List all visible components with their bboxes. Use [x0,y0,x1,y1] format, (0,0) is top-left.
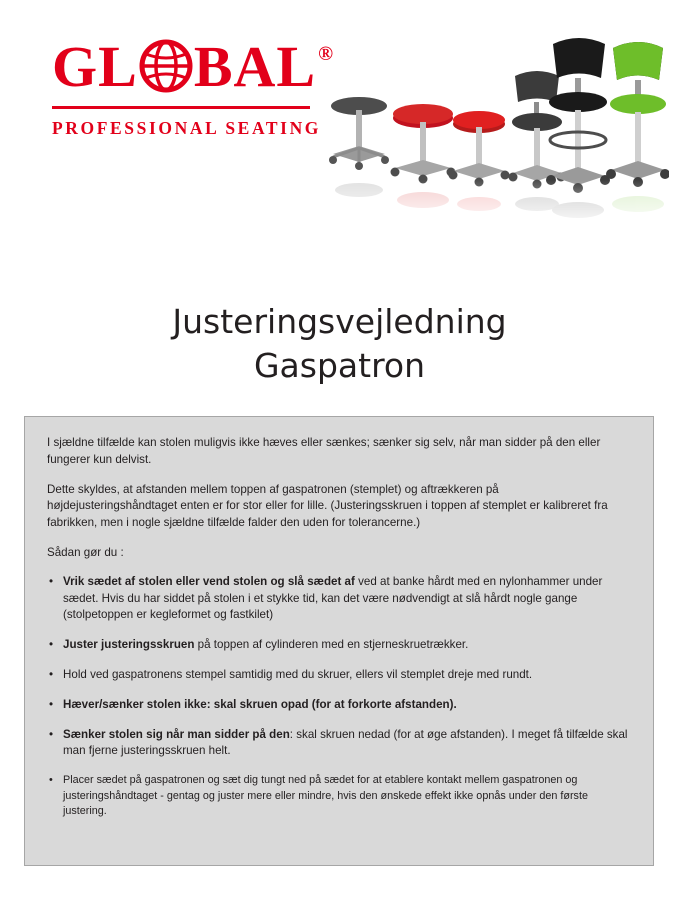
steps-list [47,574,631,820]
howto-label: Sådan gør du : [47,545,124,559]
step-text: Placer sædet på gaspatronen og sæt dig tungt ned på sædet for at etablere kontakt mellem gaspatronen og justeringshåndtaget - gentag og juster mere eller mindre, hvis den ønskede effekt ikke opnås under den første justering. [63,774,588,818]
step-text: Hold ved gaspatronens stempel samtidig med du skruer, ellers vil stemplet dreje med rundt. [63,667,533,681]
logo-wordmark [52,34,342,99]
instructions-panel [24,416,654,866]
page-header [0,0,679,245]
step-text: ved at banke hårdt med en nylonhammer under sædet. Hvis du har siddet på stolen i et stykke tid, kan det være nødvendigt at slå hårdt nogle gange (stolpetoppen er kegleformet og fastkilet) [63,574,603,622]
page-title-line2: Gaspatron [253,345,426,385]
list-item [47,667,631,684]
step-text: på toppen af cylinderen med en stjerneskruetrækker. [194,638,469,652]
step-text-bold: : skal skruen opad (for at forkorte afstanden). [206,697,457,711]
logo-tagline: PROFESSIONAL SEATING [52,118,322,138]
list-item [47,637,631,654]
list-item [47,773,631,820]
step-emphasis: Vrik sædet af stolen eller vend stolen og slå sædet af [63,574,355,588]
step-emphasis: Sænker stolen sig når man sidder på den [63,727,290,741]
step-emphasis: Hæver/sænker stolen ikke [63,697,207,711]
list-item [47,574,631,624]
bullet-icon: • [49,667,54,681]
logo-divider [52,106,310,109]
list-item [47,727,631,761]
page-title [0,300,679,388]
step-emphasis: Juster justeringsskruen [63,638,195,652]
intro-paragraph-2: Dette skyldes, at afstanden mellem toppen af gaspatronen (stemplet) og aftrækkeren på højdejusteringshåndtaget enten er for stor eller for lille. (Justeringsskruen i toppen af stemplet er kalibreret fra fabrikken, men i nogle sjældne tilfælde falder den uden for tolerancerne.) [47,482,608,530]
office-chairs-lineup-image [319,14,669,229]
bullet-icon: • [49,774,53,787]
step-text: : skal skruen nedad (for at øge afstanden). I meget få tilfælde skal man fjerne justeringsskruen helt. [63,727,628,758]
bullet-icon: • [49,697,54,711]
globe-icon [139,39,193,93]
global-logo [52,34,342,139]
bullet-icon: • [49,638,54,652]
logo-text-first: GL [52,34,138,99]
page-title-line1: Justeringsvejledning [172,302,507,341]
logo-text-second: BAL [193,34,317,99]
list-item [47,697,631,714]
bullet-icon: • [49,574,54,588]
bullet-icon: • [49,727,54,741]
registered-trademark-icon: ® [318,43,335,65]
intro-paragraph-1: I sjældne tilfælde kan stolen muligvis ikke hæves eller sænkes; sænker sig selv, når man sidder på den eller fungerer kun delvist. [47,436,601,466]
